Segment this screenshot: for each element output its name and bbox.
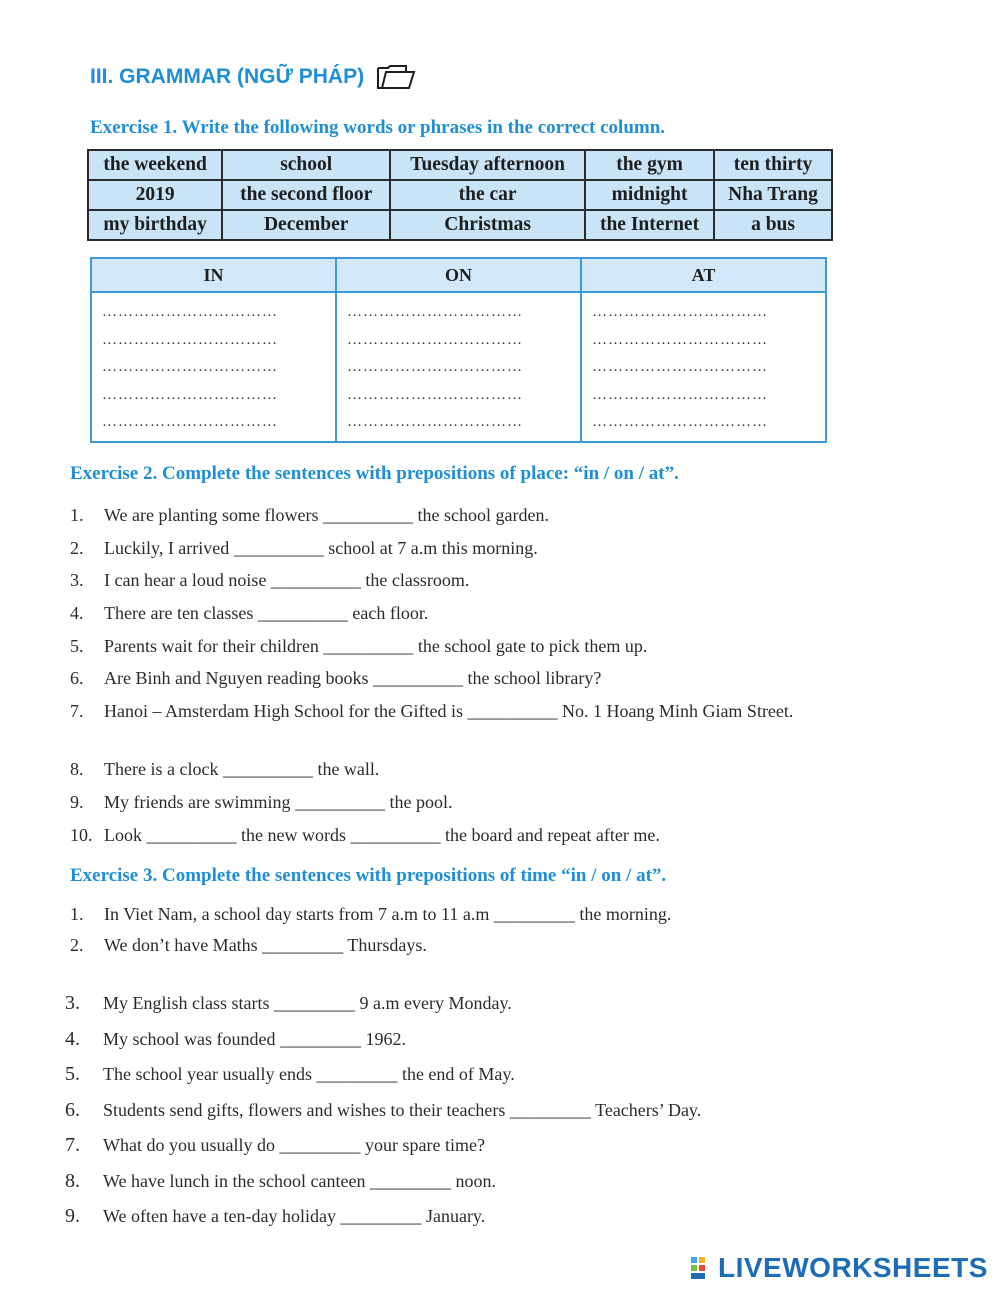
list-item [65, 1132, 905, 1168]
answer-line[interactable]: …………………………… [102, 386, 278, 403]
column-header-in: IN [91, 258, 336, 292]
item-number: 6. [70, 668, 84, 689]
list-item [70, 823, 810, 856]
answer-line[interactable]: …………………………… [102, 414, 278, 430]
item-text: My English class starts _________ 9 a.m every Monday. [103, 993, 512, 1013]
word-cell: the gym [585, 150, 714, 180]
word-cell: the second floor [222, 180, 390, 210]
answer-line[interactable]: …………………………… [347, 359, 523, 375]
item-number: 9. [65, 1205, 80, 1227]
item-text: There is a clock __________ the wall. [104, 759, 380, 780]
word-cell: the Internet [585, 210, 714, 240]
answer-line[interactable]: …………………………… [102, 304, 278, 320]
list-item [65, 1026, 905, 1062]
column-header-at: AT [581, 258, 826, 292]
word-cell: December [222, 210, 390, 240]
exercise3-list-part2 [65, 990, 905, 1239]
item-number: 7. [65, 1134, 80, 1156]
item-number: 5. [70, 635, 84, 656]
list-item [70, 634, 810, 667]
word-bank-table [87, 149, 833, 241]
list-item [70, 757, 810, 790]
item-text: We have lunch in the school canteen _________ noon. [103, 1170, 496, 1191]
item-text: Parents wait for their children __________ the school gate to pick them up. [104, 635, 648, 656]
list-item [70, 568, 810, 601]
word-cell: the weekend [88, 150, 222, 180]
answer-line[interactable]: …………………………… [347, 414, 523, 430]
item-text: Look __________ the new words __________ the board and repeat after me. [104, 824, 660, 845]
item-number: 3. [70, 570, 84, 591]
word-cell: midnight [585, 180, 714, 210]
logo-text: LIVEWORKSHEETS [718, 1252, 988, 1283]
item-text: In Viet Nam, a school day starts from 7 a.m to 11 a.m _________ the morning. [104, 904, 672, 924]
item-number: 4. [65, 1027, 80, 1050]
item-text: I can hear a loud noise __________ the classroom. [104, 570, 470, 591]
item-number: 1. [70, 904, 84, 924]
item-number: 3. [65, 992, 80, 1014]
column-header-on: ON [336, 258, 581, 292]
list-item [70, 790, 810, 823]
item-text: Students send gifts, flowers and wishes to their teachers _________ Teachers’ Day. [103, 1099, 702, 1120]
item-text: There are ten classes __________ each floor. [104, 603, 429, 624]
item-number: 1. [70, 505, 84, 525]
word-cell: 2019 [88, 180, 222, 210]
answer-columns-table [90, 257, 827, 443]
item-text: My school was founded _________ 1962. [103, 1028, 406, 1049]
column-on-answers[interactable] [336, 292, 581, 442]
word-cell: Tuesday afternoon [390, 150, 585, 180]
answer-line[interactable]: …………………………… [102, 359, 278, 375]
item-number: 6. [65, 1098, 80, 1121]
list-item [65, 1168, 905, 1204]
liveworksheets-logo-icon [690, 1256, 714, 1280]
exercise1-title: Exercise 1. Write the following words or phrases in the correct column. [90, 117, 666, 138]
word-cell: the car [390, 180, 585, 210]
word-cell: Nha Trang [714, 180, 832, 210]
word-row [88, 180, 832, 210]
item-number: 8. [65, 1169, 80, 1192]
item-text: Hanoi – Amsterdam High School for the Gifted is __________ No. 1 Hoang Minh Giam Street. [104, 701, 794, 722]
section-heading [90, 64, 416, 90]
word-row [88, 150, 832, 180]
word-cell: ten thirty [714, 150, 832, 180]
list-item [70, 503, 810, 536]
list-item [70, 666, 810, 699]
item-text: We often have a ten-day holiday _________ January. [103, 1206, 486, 1226]
item-text: We are planting some flowers __________ the school garden. [104, 505, 549, 525]
list-item [65, 1061, 905, 1097]
item-number: 10. [70, 824, 93, 845]
list-item [70, 902, 830, 933]
word-row [88, 210, 832, 240]
word-cell: my birthday [88, 210, 222, 240]
answer-line[interactable]: …………………………… [347, 304, 523, 320]
item-text: What do you usually do _________ your spare time? [103, 1135, 485, 1155]
answer-line[interactable]: …………………………… [592, 359, 768, 375]
word-cell: school [222, 150, 390, 180]
item-number: 2. [70, 537, 84, 558]
answer-line[interactable]: …………………………… [347, 331, 523, 348]
exercise3-title: Exercise 3. Complete the sentences with prepositions of time “in / on / at”. [70, 865, 667, 886]
list-item [65, 1203, 905, 1239]
answer-line[interactable]: …………………………… [347, 386, 523, 403]
word-cell: Christmas [390, 210, 585, 240]
item-number: 4. [70, 603, 84, 624]
list-item [65, 1097, 905, 1133]
list-item [65, 990, 905, 1026]
item-text: My friends are swimming __________ the pool. [104, 791, 453, 812]
list-item [70, 601, 810, 634]
item-number: 2. [70, 935, 84, 955]
section-title: III. GRAMMAR (NGỮ PHÁP) [90, 65, 365, 88]
word-cell: a bus [714, 210, 832, 240]
item-number: 9. [70, 791, 84, 812]
answer-line[interactable]: …………………………… [592, 304, 768, 320]
item-number: 8. [70, 759, 84, 780]
answer-line[interactable]: …………………………… [102, 331, 278, 348]
list-item [70, 933, 830, 964]
folder-icon [376, 64, 416, 90]
exercise3-list-part1 [70, 902, 830, 964]
answer-line[interactable]: …………………………… [592, 414, 768, 430]
answer-line[interactable]: …………………………… [592, 386, 768, 403]
item-text: Luckily, I arrived __________ school at 7 a.m this morning. [104, 537, 538, 558]
item-text: The school year usually ends _________ the end of May. [103, 1064, 515, 1084]
list-item [70, 536, 810, 569]
column-in-answers[interactable] [91, 292, 336, 442]
item-text: Are Binh and Nguyen reading books __________ the school library? [104, 668, 602, 689]
item-number: 7. [70, 701, 84, 722]
answer-line[interactable]: …………………………… [592, 331, 768, 348]
item-number: 5. [65, 1063, 80, 1085]
liveworksheets-logo [690, 1252, 988, 1284]
list-item [70, 699, 824, 757]
exercise2-title: Exercise 2. Complete the sentences with prepositions of place: “in / on / at”. [70, 463, 679, 484]
item-text: We don’t have Maths _________ Thursdays. [104, 935, 427, 955]
column-at-answers[interactable] [581, 292, 826, 442]
exercise2-list [70, 503, 810, 855]
